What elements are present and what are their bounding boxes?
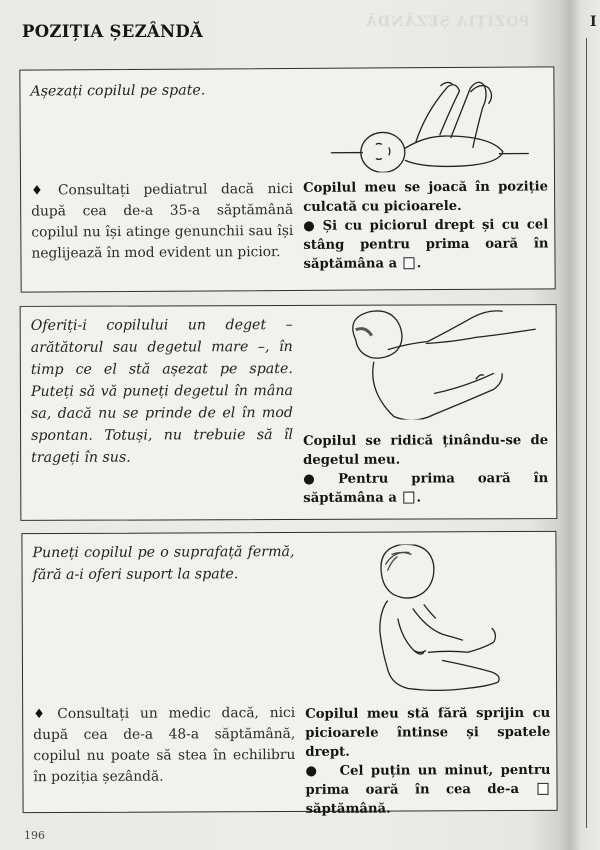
page-title: POZIȚIA ȘEZÂNDĂ: [22, 22, 204, 41]
milestone-title: Copilul meu se joacă în poziție culcată cu picioarele.: [303, 179, 549, 215]
week-checkbox[interactable]: [404, 257, 415, 269]
facing-page-fragment: I: [590, 14, 597, 30]
milestone-box-3: [21, 531, 557, 817]
warning-body: Consultați pediatrul dacă nici după cea de-a 35-a săptămână copilul nu își atinge genunchii sau își neglijează în mod evident un picior.: [31, 180, 294, 262]
milestone-detail-text: Pentru prima oară în săptămâna a: [303, 471, 549, 506]
milestone-text: [303, 431, 548, 508]
bullet-icon: ●: [303, 471, 334, 487]
milestone-title: Copilul se ridică ținându-se de degetul meu.: [303, 433, 549, 468]
instruction-text: Așezați copilul pe spate.: [30, 82, 206, 100]
bullet-icon: ●: [303, 218, 318, 234]
page-number: 196: [24, 829, 45, 842]
week-checkbox[interactable]: [403, 492, 414, 504]
milestone-detail-text: Cel puțin un minut, pentru prima oară în cea de-a: [305, 762, 551, 798]
baby-lying-on-back-illustration: [320, 71, 536, 172]
milestone-detail: [303, 469, 548, 508]
warning-text: [31, 179, 294, 265]
instruction-text: Oferiți-i copilului un deget – arătătorul sau degetul mare –, în timp ce el stă așezat pe spate. Puteți să vă puneți degetul în mâna sa, dacă nu se prinde de el în mod spontan. Totuși, nu trebuie să îl trageți în sus.: [30, 316, 294, 466]
instruction-text: Puneți copilul pe o suprafață fermă, fără a-i oferi suport la spate.: [32, 543, 295, 584]
bleed-through-title: POZIȚIA ȘEZÂNDĂ: [365, 14, 530, 30]
baby-pulling-up-illustration: [326, 309, 541, 420]
milestone-detail-end: .: [416, 490, 422, 506]
milestone-text: [305, 704, 550, 819]
milestone-detail-end: .: [416, 256, 422, 272]
week-checkbox[interactable]: [537, 783, 548, 795]
baby-sitting-illustration: [357, 544, 508, 695]
milestone-detail: [305, 761, 550, 819]
diamond-bullet-icon: ♦: [31, 183, 53, 199]
diamond-bullet-icon: ♦: [33, 707, 52, 723]
milestone-box-1: [19, 66, 555, 292]
facing-page-box-edge: [586, 38, 600, 828]
milestone-detail-end: săptămână.: [305, 801, 391, 817]
bullet-icon: ●: [305, 763, 320, 779]
milestone-title: Copilul meu stă fără sprijin cu picioarele întinse și spatele drept.: [305, 705, 551, 760]
milestone-text: [303, 177, 549, 273]
warning-text: [33, 703, 295, 788]
milestone-detail-text: Și cu piciorul drept și cu cel stâng pentru prima oară în săptămâna a: [303, 217, 549, 272]
warning-body: Consultați un medic dacă, nici după cea de-a 48-a săptămână, copilul nu poate să stea în echilibru în poziția șezândă.: [33, 704, 296, 786]
milestone-box-2: [20, 304, 558, 521]
milestone-detail: [303, 215, 548, 273]
